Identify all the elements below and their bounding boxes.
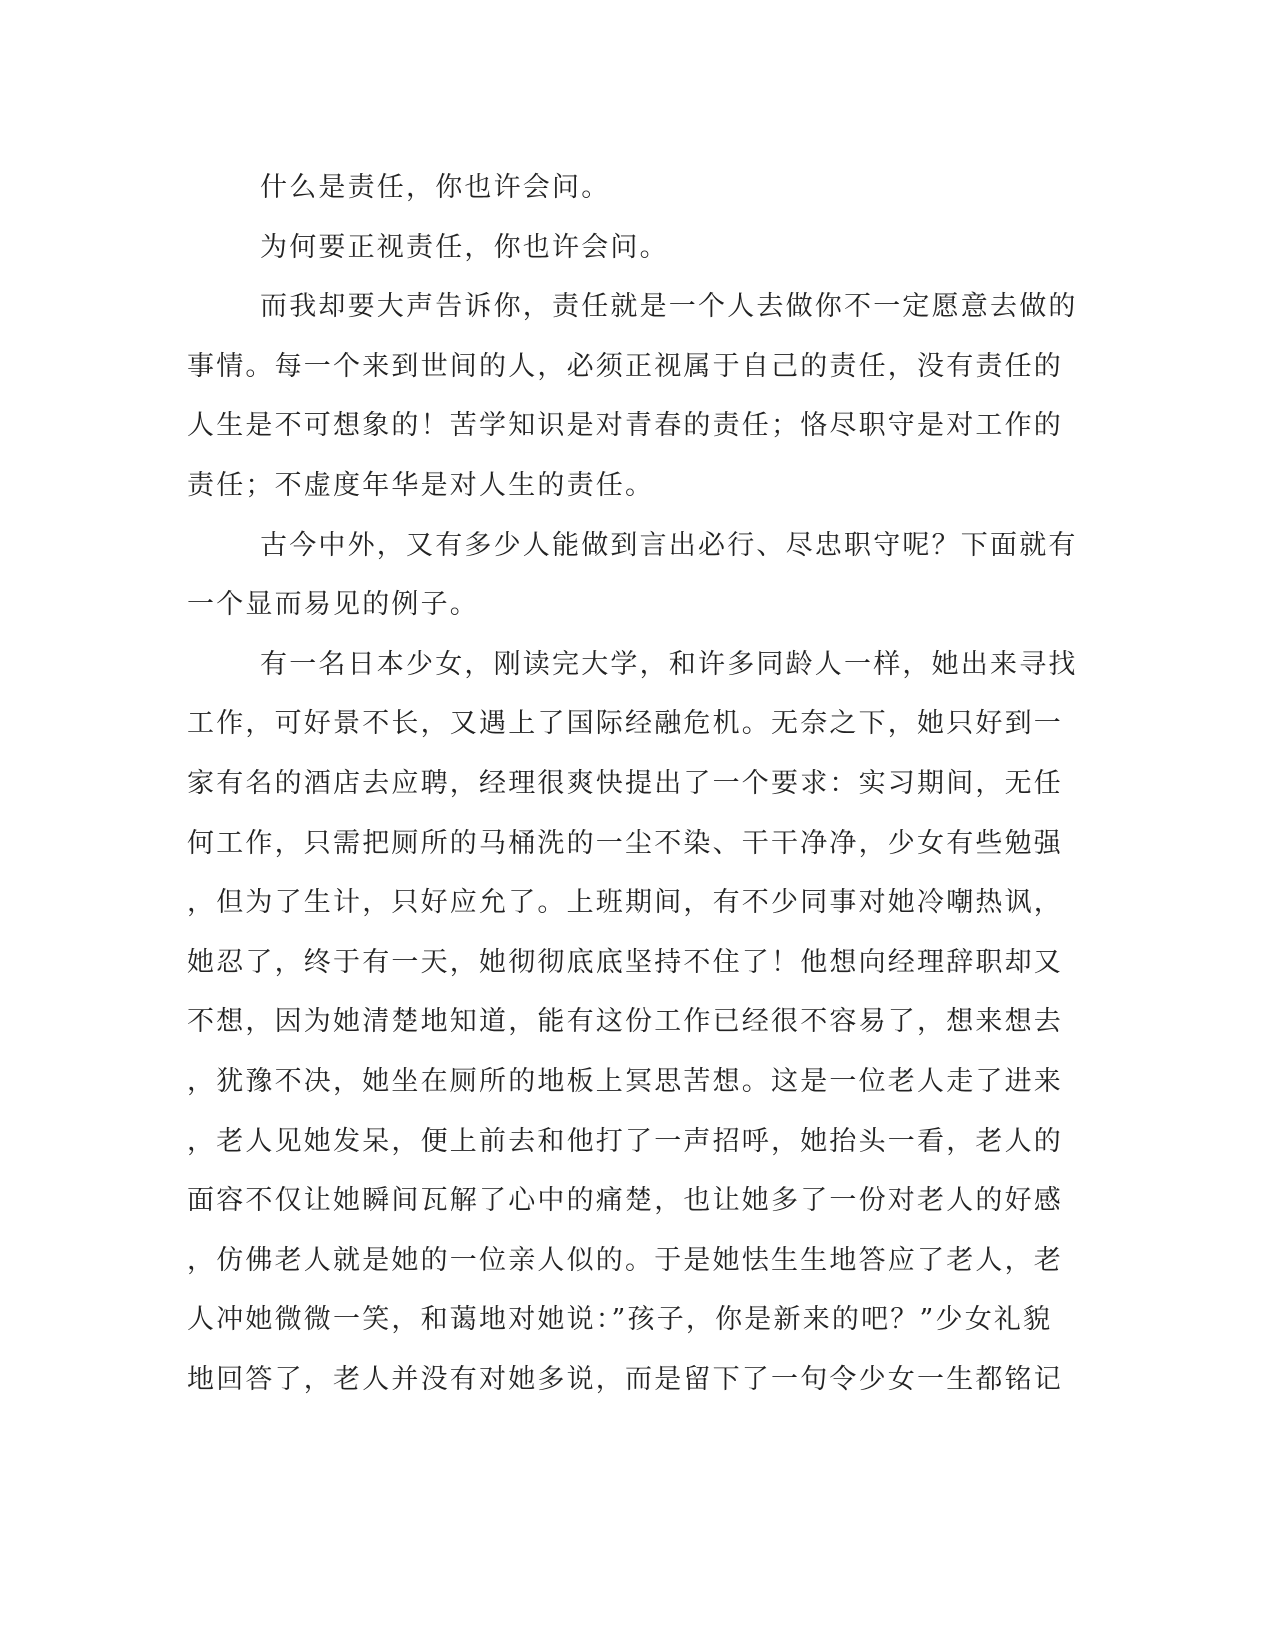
text-line: 她忍了，终于有一天，她彻彻底底坚持不住了！他想向经理辞职却又 xyxy=(187,946,1063,978)
essay-body xyxy=(187,158,1087,1409)
text-line: 家有名的酒店去应聘，经理很爽快提出了一个要求：实习期间，无任 xyxy=(187,767,1063,799)
text-line: 人生是不可想象的！苦学知识是对青春的责任；恪尽职守是对工作的 xyxy=(187,410,1063,442)
text-line: 而我却要大声告诉你，责任就是一个人去做你不一定愿意去做的 xyxy=(260,291,1078,323)
text-line: ，但为了生计，只好应允了。上班期间，有不少同事对她冷嘲热讽， xyxy=(187,887,1063,919)
text-line: ，老人见她发呆，便上前去和他打了一声招呼，她抬头一看，老人的 xyxy=(187,1125,1063,1157)
text-line: ，犹豫不决，她坐在厕所的地板上冥思苦想。这是一位老人走了进来 xyxy=(187,1065,1063,1097)
text-line: 不想，因为她清楚地知道，能有这份工作已经很不容易了，想来想去 xyxy=(187,1006,1063,1038)
text-line: 人冲她微微一笑，和蔼地对她说：”孩子，你是新来的吧？”少女礼貌 xyxy=(187,1304,1053,1336)
text-line: 何工作，只需把厕所的马桶洗的一尘不染、干干净净，少女有些勉强 xyxy=(187,827,1063,859)
text-line: 什么是责任，你也许会问。 xyxy=(260,172,611,203)
text-line: 一个显而易见的例子。 xyxy=(187,589,479,621)
text-line: ，仿佛老人就是她的一位亲人似的。于是她怯生生地答应了老人，老 xyxy=(187,1244,1063,1276)
text-line: 事情。每一个来到世间的人，必须正视属于自己的责任，没有责任的 xyxy=(187,350,1063,382)
text-line: 面容不仅让她瞬间瓦解了心中的痛楚，也让她多了一份对老人的好感 xyxy=(187,1185,1063,1217)
text-line: 古今中外，又有多少人能做到言出必行、尽忠职守呢？下面就有 xyxy=(260,529,1078,561)
text-line: 为何要正视责任，你也许会问。 xyxy=(260,231,669,263)
text-line: 地回答了，老人并没有对她多说，而是留下了一句令少女一生都铭记 xyxy=(187,1363,1063,1395)
text-line: 工作，可好景不长，又遇上了国际经融危机。无奈之下，她只好到一 xyxy=(187,708,1063,740)
text-line: 有一名日本少女，刚读完大学，和许多同龄人一样，她出来寻找 xyxy=(260,648,1078,680)
text-line: 责任；不虚度年华是对人生的责任。 xyxy=(187,469,655,501)
